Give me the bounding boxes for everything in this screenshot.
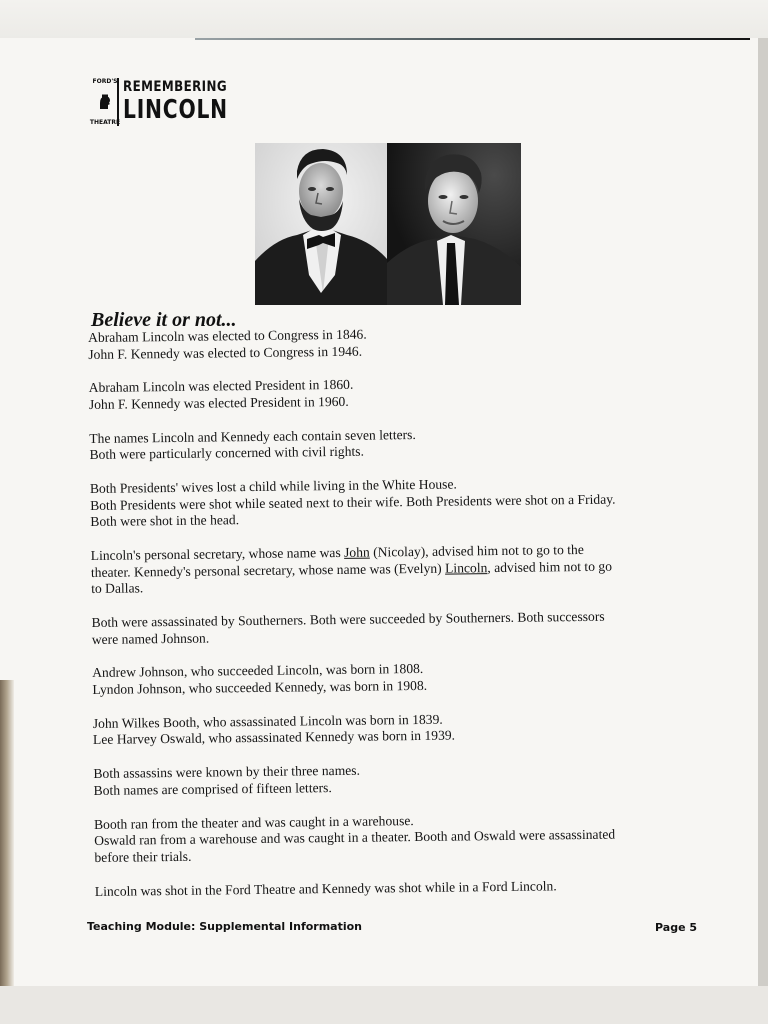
text-line: Oswald ran from a warehouse and was caught in a theater. Booth and Oswald were assassinated	[94, 826, 616, 849]
text-line: John Wilkes Booth, who assassinated Lincoln was born in 1839.	[92, 711, 443, 731]
scan-background-top	[0, 0, 768, 38]
logo-mark-bottom: THEATRE	[89, 119, 121, 126]
footer-module-title: Teaching Module: Supplemental Information	[87, 920, 363, 933]
fact-paragraph	[91, 608, 701, 649]
text-line: Lyndon Johnson, who succeeded Kennedy, was born in 1908.	[92, 677, 428, 698]
portrait-photos	[255, 143, 521, 305]
kennedy-portrait-photo	[387, 143, 521, 305]
fact-paragraph	[93, 759, 703, 800]
text-line: before their trials.	[94, 848, 192, 865]
text-line: Both Presidents' wives lost a child while living in the White House.	[89, 476, 457, 497]
text-line: Lincoln's personal secretary, whose name was John (Nicolay), advised him not to go to the	[90, 542, 584, 564]
facts-body	[88, 323, 705, 918]
text-line: Both were assassinated by Southerners. Both were succeeded by Southerners. Both successors	[91, 608, 605, 631]
lincoln-head-icon	[97, 94, 113, 110]
text-line: John F. Kennedy was elected to Congress in 1946.	[88, 343, 363, 362]
underlined-name: Lincoln	[444, 559, 488, 576]
text-line: Lee Harvey Oswald, who assassinated Kennedy was born in 1939.	[92, 727, 456, 748]
logo-title-line1: REMEMBERING	[123, 79, 228, 95]
lincoln-portrait-photo	[255, 143, 387, 305]
fact-paragraph	[88, 323, 698, 364]
fords-theatre-mark	[89, 78, 121, 126]
fact-paragraph	[89, 373, 699, 414]
logo-mark-top: FORD'S	[92, 78, 118, 85]
text-line: Booth ran from the theater and was caught in a warehouse.	[93, 812, 414, 832]
fact-paragraph	[95, 876, 705, 900]
text-line: Abraham Lincoln was elected to Congress in 1846.	[88, 326, 367, 345]
fact-paragraph	[91, 541, 702, 598]
remembering-lincoln-logo	[89, 78, 228, 126]
text-line: Lincoln was shot in the Ford Theatre and Kennedy was shot while in a Ford Lincoln.	[94, 877, 557, 899]
fact-paragraph	[92, 658, 702, 699]
fact-paragraph	[93, 708, 703, 749]
text-line: John F. Kennedy was elected President in 1960.	[88, 393, 349, 412]
lincoln-portrait-image	[255, 143, 387, 305]
text-line: Both were particularly concerned with civil rights.	[89, 443, 365, 463]
text-line: The names Lincoln and Kennedy each contain seven letters.	[89, 426, 416, 446]
text-line: Both Presidents were shot while seated next to their wife. Both Presidents were shot on a Friday.	[90, 491, 616, 513]
fact-paragraph	[90, 474, 701, 531]
page-heading: Believe it or not...	[91, 309, 237, 331]
page-number: Page 5	[655, 921, 698, 934]
binding-shadow	[0, 680, 14, 986]
text-line: Abraham Lincoln was elected President in 1860.	[88, 377, 354, 396]
kennedy-portrait-image	[387, 143, 521, 305]
logo-title-line2: LINCOLN	[123, 95, 228, 125]
text-line: Both assassins were known by their three names.	[93, 762, 361, 782]
scan-background-right	[758, 38, 768, 986]
text-line: Both were shot in the head.	[90, 512, 240, 530]
scan-background-bottom	[0, 986, 768, 1024]
text-line: to Dallas.	[91, 580, 144, 597]
fact-paragraph	[94, 809, 705, 866]
fact-paragraph	[89, 423, 699, 464]
underlined-name: John	[343, 544, 370, 560]
page-top-edge	[195, 38, 750, 40]
text-line: Both names are comprised of fifteen letters.	[93, 779, 332, 798]
text-line: theater. Kennedy's personal secretary, whose name was (Evelyn) Lincoln, advised him not to go	[90, 558, 613, 580]
text-line: were named Johnson.	[91, 630, 210, 647]
text-line: Andrew Johnson, who succeeded Lincoln, was born in 1808.	[92, 661, 424, 681]
